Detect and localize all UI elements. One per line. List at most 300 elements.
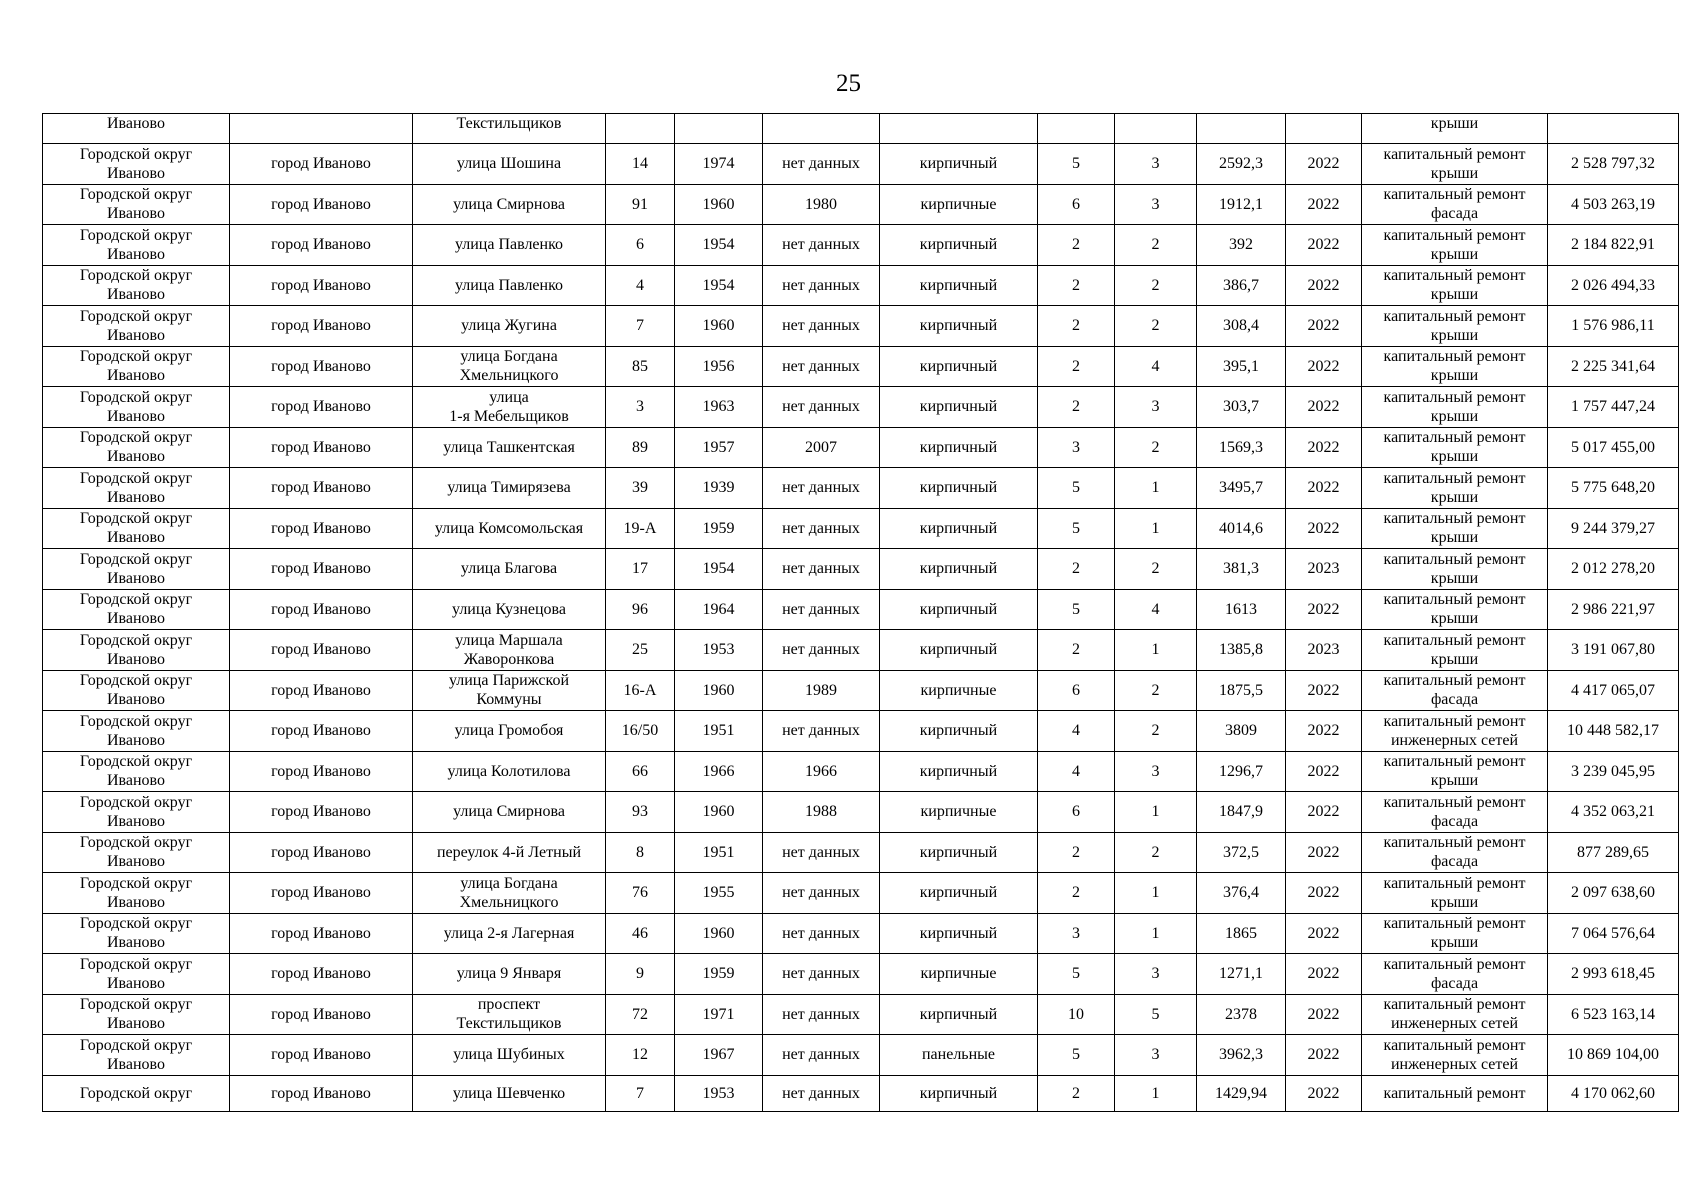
settlement-cell	[230, 114, 413, 144]
work-type-cell: капитальный ремонт крыши	[1362, 873, 1548, 914]
entrances-cell: 3	[1115, 954, 1197, 995]
house-number-cell: 46	[606, 913, 675, 954]
floors-cell: 2	[1038, 387, 1115, 428]
municipality-cell: Городской округ Иваново	[43, 549, 230, 590]
overhaul-year-cell: нет данных	[763, 711, 880, 752]
build-year-cell: 1974	[675, 144, 763, 185]
municipality-cell: Городской округ Иваново	[43, 346, 230, 387]
wall-material-cell: кирпичный	[880, 751, 1038, 792]
cost-cell: 4 352 063,21	[1548, 792, 1679, 833]
overhaul-year-cell: нет данных	[763, 306, 880, 347]
plan-year-cell: 2022	[1286, 468, 1362, 509]
settlement-cell: город Иваново	[230, 873, 413, 914]
plan-year-cell	[1286, 114, 1362, 144]
build-year-cell: 1959	[675, 954, 763, 995]
house-number-cell: 19-А	[606, 508, 675, 549]
floors-cell: 5	[1038, 144, 1115, 185]
table-body	[43, 114, 1679, 1112]
entrances-cell: 2	[1115, 549, 1197, 590]
overhaul-year-cell: нет данных	[763, 832, 880, 873]
floors-cell: 2	[1038, 832, 1115, 873]
entrances-cell: 3	[1115, 184, 1197, 225]
build-year-cell: 1954	[675, 549, 763, 590]
build-year-cell	[675, 114, 763, 144]
house-number-cell: 72	[606, 994, 675, 1035]
table-row	[43, 508, 1679, 549]
area-cell: 1385,8	[1197, 630, 1286, 671]
house-number-cell: 93	[606, 792, 675, 833]
floors-cell: 6	[1038, 792, 1115, 833]
table-row	[43, 225, 1679, 266]
street-cell: улица Шошина	[413, 144, 606, 185]
settlement-cell: город Иваново	[230, 954, 413, 995]
municipality-cell: Городской округ Иваново	[43, 670, 230, 711]
house-number-cell: 14	[606, 144, 675, 185]
overhaul-year-cell: нет данных	[763, 387, 880, 428]
work-type-cell: капитальный ремонт крыши	[1362, 630, 1548, 671]
table-row	[43, 114, 1679, 144]
municipality-cell: Городской округ Иваново	[43, 144, 230, 185]
overhaul-year-cell: 2007	[763, 427, 880, 468]
build-year-cell: 1960	[675, 670, 763, 711]
entrances-cell: 2	[1115, 306, 1197, 347]
street-cell: улица 1-я Мебельщиков	[413, 387, 606, 428]
table-row	[43, 630, 1679, 671]
wall-material-cell: панельные	[880, 1035, 1038, 1076]
work-type-cell: капитальный ремонт фасада	[1362, 832, 1548, 873]
build-year-cell: 1960	[675, 913, 763, 954]
overhaul-year-cell: нет данных	[763, 346, 880, 387]
house-number-cell: 16-А	[606, 670, 675, 711]
street-cell: улица Смирнова	[413, 792, 606, 833]
municipality-cell: Городской округ Иваново	[43, 468, 230, 509]
build-year-cell: 1967	[675, 1035, 763, 1076]
build-year-cell: 1953	[675, 630, 763, 671]
wall-material-cell: кирпичный	[880, 468, 1038, 509]
cost-cell: 2 993 618,45	[1548, 954, 1679, 995]
page-number: 25	[836, 70, 861, 97]
settlement-cell: город Иваново	[230, 387, 413, 428]
wall-material-cell: кирпичный	[880, 225, 1038, 266]
table-row	[43, 184, 1679, 225]
wall-material-cell: кирпичный	[880, 346, 1038, 387]
overhaul-year-cell: нет данных	[763, 630, 880, 671]
overhaul-year-cell: нет данных	[763, 468, 880, 509]
street-cell: улица Богдана Хмельницкого	[413, 873, 606, 914]
settlement-cell: город Иваново	[230, 468, 413, 509]
work-type-cell: капитальный ремонт крыши	[1362, 549, 1548, 590]
cost-cell: 7 064 576,64	[1548, 913, 1679, 954]
area-cell: 3809	[1197, 711, 1286, 752]
plan-year-cell: 2022	[1286, 427, 1362, 468]
table-row	[43, 427, 1679, 468]
cost-cell: 5 775 648,20	[1548, 468, 1679, 509]
floors-cell: 5	[1038, 954, 1115, 995]
entrances-cell: 2	[1115, 832, 1197, 873]
cost-cell: 10 869 104,00	[1548, 1035, 1679, 1076]
build-year-cell: 1954	[675, 225, 763, 266]
entrances-cell: 1	[1115, 792, 1197, 833]
wall-material-cell: кирпичный	[880, 994, 1038, 1035]
settlement-cell: город Иваново	[230, 306, 413, 347]
area-cell: 381,3	[1197, 549, 1286, 590]
overhaul-year-cell: 1980	[763, 184, 880, 225]
wall-material-cell: кирпичный	[880, 832, 1038, 873]
build-year-cell: 1959	[675, 508, 763, 549]
work-type-cell: капитальный ремонт инженерных сетей	[1362, 711, 1548, 752]
cost-cell: 4 417 065,07	[1548, 670, 1679, 711]
wall-material-cell: кирпичный	[880, 427, 1038, 468]
floors-cell: 2	[1038, 265, 1115, 306]
work-type-cell: капитальный ремонт крыши	[1362, 468, 1548, 509]
build-year-cell: 1966	[675, 751, 763, 792]
entrances-cell: 2	[1115, 225, 1197, 266]
municipality-cell: Городской округ Иваново	[43, 994, 230, 1035]
municipality-cell: Городской округ Иваново	[43, 225, 230, 266]
floors-cell: 2	[1038, 346, 1115, 387]
overhaul-year-cell: 1988	[763, 792, 880, 833]
street-cell: улица Жугина	[413, 306, 606, 347]
overhaul-year-cell: 1989	[763, 670, 880, 711]
settlement-cell: город Иваново	[230, 792, 413, 833]
area-cell: 392	[1197, 225, 1286, 266]
floors-cell: 5	[1038, 1035, 1115, 1076]
table-row	[43, 589, 1679, 630]
settlement-cell: город Иваново	[230, 265, 413, 306]
wall-material-cell: кирпичный	[880, 711, 1038, 752]
plan-year-cell: 2022	[1286, 711, 1362, 752]
settlement-cell: город Иваново	[230, 589, 413, 630]
cost-cell: 4 170 062,60	[1548, 1075, 1679, 1111]
entrances-cell: 2	[1115, 670, 1197, 711]
work-type-cell: капитальный ремонт крыши	[1362, 387, 1548, 428]
street-cell: улица Колотилова	[413, 751, 606, 792]
settlement-cell: город Иваново	[230, 1075, 413, 1111]
table-row	[43, 711, 1679, 752]
overhaul-year-cell: нет данных	[763, 873, 880, 914]
street-cell: проспект Текстильщиков	[413, 994, 606, 1035]
plan-year-cell: 2023	[1286, 549, 1362, 590]
plan-year-cell: 2022	[1286, 913, 1362, 954]
table-row	[43, 913, 1679, 954]
overhaul-year-cell: нет данных	[763, 1035, 880, 1076]
house-number-cell: 89	[606, 427, 675, 468]
wall-material-cell: кирпичный	[880, 265, 1038, 306]
house-number-cell: 8	[606, 832, 675, 873]
settlement-cell: город Иваново	[230, 670, 413, 711]
overhaul-year-cell: нет данных	[763, 508, 880, 549]
wall-material-cell: кирпичный	[880, 549, 1038, 590]
overhaul-year-cell	[763, 114, 880, 144]
house-number-cell: 7	[606, 1075, 675, 1111]
plan-year-cell: 2022	[1286, 670, 1362, 711]
floors-cell: 2	[1038, 549, 1115, 590]
area-cell: 1865	[1197, 913, 1286, 954]
municipality-cell: Городской округ Иваново	[43, 832, 230, 873]
overhaul-year-cell: нет данных	[763, 225, 880, 266]
street-cell: улица 9 Января	[413, 954, 606, 995]
area-cell	[1197, 114, 1286, 144]
street-cell: улица Шубиных	[413, 1035, 606, 1076]
entrances-cell: 3	[1115, 751, 1197, 792]
settlement-cell: город Иваново	[230, 549, 413, 590]
cost-cell: 3 239 045,95	[1548, 751, 1679, 792]
area-cell: 395,1	[1197, 346, 1286, 387]
street-cell: улица Тимирязева	[413, 468, 606, 509]
floors-cell: 4	[1038, 751, 1115, 792]
wall-material-cell: кирпичный	[880, 873, 1038, 914]
entrances-cell: 2	[1115, 711, 1197, 752]
floors-cell: 5	[1038, 508, 1115, 549]
area-cell: 1296,7	[1197, 751, 1286, 792]
table-row	[43, 792, 1679, 833]
settlement-cell: город Иваново	[230, 346, 413, 387]
area-cell: 376,4	[1197, 873, 1286, 914]
wall-material-cell: кирпичные	[880, 670, 1038, 711]
entrances-cell: 1	[1115, 873, 1197, 914]
overhaul-year-cell: нет данных	[763, 1075, 880, 1111]
cost-cell	[1548, 114, 1679, 144]
municipality-cell: Городской округ Иваново	[43, 265, 230, 306]
floors-cell: 2	[1038, 225, 1115, 266]
floors-cell: 3	[1038, 913, 1115, 954]
municipality-cell: Городской округ Иваново	[43, 508, 230, 549]
work-type-cell: капитальный ремонт крыши	[1362, 508, 1548, 549]
house-number-cell: 39	[606, 468, 675, 509]
build-year-cell: 1960	[675, 184, 763, 225]
house-number-cell: 25	[606, 630, 675, 671]
area-cell: 3962,3	[1197, 1035, 1286, 1076]
wall-material-cell: кирпичный	[880, 589, 1038, 630]
build-year-cell: 1971	[675, 994, 763, 1035]
area-cell: 1875,5	[1197, 670, 1286, 711]
municipality-cell: Городской округ Иваново	[43, 1035, 230, 1076]
build-year-cell: 1953	[675, 1075, 763, 1111]
build-year-cell: 1957	[675, 427, 763, 468]
cost-cell: 2 012 278,20	[1548, 549, 1679, 590]
cost-cell: 6 523 163,14	[1548, 994, 1679, 1035]
table-row	[43, 751, 1679, 792]
settlement-cell: город Иваново	[230, 751, 413, 792]
overhaul-year-cell: нет данных	[763, 265, 880, 306]
entrances-cell: 3	[1115, 387, 1197, 428]
plan-year-cell: 2022	[1286, 832, 1362, 873]
floors-cell: 5	[1038, 468, 1115, 509]
overhaul-year-cell: нет данных	[763, 549, 880, 590]
area-cell: 2378	[1197, 994, 1286, 1035]
area-cell: 1271,1	[1197, 954, 1286, 995]
settlement-cell: город Иваново	[230, 832, 413, 873]
area-cell: 4014,6	[1197, 508, 1286, 549]
entrances-cell: 4	[1115, 589, 1197, 630]
street-cell: улица Смирнова	[413, 184, 606, 225]
house-number-cell	[606, 114, 675, 144]
cost-cell: 9 244 379,27	[1548, 508, 1679, 549]
house-number-cell: 85	[606, 346, 675, 387]
street-cell: улица 2-я Лагерная	[413, 913, 606, 954]
build-year-cell: 1964	[675, 589, 763, 630]
table-row	[43, 549, 1679, 590]
work-type-cell: крыши	[1362, 114, 1548, 144]
plan-year-cell: 2022	[1286, 144, 1362, 185]
plan-year-cell: 2022	[1286, 508, 1362, 549]
floors-cell: 6	[1038, 184, 1115, 225]
cost-cell: 2 225 341,64	[1548, 346, 1679, 387]
entrances-cell: 1	[1115, 913, 1197, 954]
plan-year-cell: 2022	[1286, 954, 1362, 995]
area-cell: 1847,9	[1197, 792, 1286, 833]
municipality-cell: Городской округ Иваново	[43, 630, 230, 671]
work-type-cell: капитальный ремонт крыши	[1362, 913, 1548, 954]
work-type-cell: капитальный ремонт крыши	[1362, 144, 1548, 185]
work-type-cell: капитальный ремонт фасада	[1362, 954, 1548, 995]
overhaul-year-cell: нет данных	[763, 589, 880, 630]
cost-cell: 10 448 582,17	[1548, 711, 1679, 752]
plan-year-cell: 2022	[1286, 225, 1362, 266]
work-type-cell: капитальный ремонт крыши	[1362, 306, 1548, 347]
cost-cell: 2 026 494,33	[1548, 265, 1679, 306]
floors-cell: 5	[1038, 589, 1115, 630]
entrances-cell: 1	[1115, 508, 1197, 549]
work-type-cell: капитальный ремонт крыши	[1362, 346, 1548, 387]
table-row	[43, 387, 1679, 428]
entrances-cell: 5	[1115, 994, 1197, 1035]
municipality-cell: Городской округ Иваново	[43, 954, 230, 995]
table-row	[43, 1035, 1679, 1076]
build-year-cell: 1951	[675, 832, 763, 873]
settlement-cell: город Иваново	[230, 913, 413, 954]
work-type-cell: капитальный ремонт крыши	[1362, 225, 1548, 266]
table-row	[43, 1075, 1679, 1111]
table-row	[43, 994, 1679, 1035]
wall-material-cell: кирпичный	[880, 508, 1038, 549]
wall-material-cell: кирпичный	[880, 1075, 1038, 1111]
area-cell: 1613	[1197, 589, 1286, 630]
street-cell: улица Ташкентская	[413, 427, 606, 468]
plan-year-cell: 2022	[1286, 1075, 1362, 1111]
wall-material-cell: кирпичный	[880, 913, 1038, 954]
area-cell: 1912,1	[1197, 184, 1286, 225]
floors-cell: 10	[1038, 994, 1115, 1035]
municipality-cell: Иваново	[43, 114, 230, 144]
plan-year-cell: 2022	[1286, 792, 1362, 833]
work-type-cell: капитальный ремонт	[1362, 1075, 1548, 1111]
entrances-cell: 2	[1115, 265, 1197, 306]
build-year-cell: 1939	[675, 468, 763, 509]
area-cell: 372,5	[1197, 832, 1286, 873]
house-number-cell: 6	[606, 225, 675, 266]
floors-cell: 2	[1038, 630, 1115, 671]
plan-year-cell: 2022	[1286, 751, 1362, 792]
floors-cell: 4	[1038, 711, 1115, 752]
house-number-cell: 9	[606, 954, 675, 995]
house-number-cell: 7	[606, 306, 675, 347]
work-type-cell: капитальный ремонт крыши	[1362, 589, 1548, 630]
build-year-cell: 1960	[675, 792, 763, 833]
area-cell: 2592,3	[1197, 144, 1286, 185]
build-year-cell: 1963	[675, 387, 763, 428]
plan-year-cell: 2022	[1286, 387, 1362, 428]
wall-material-cell: кирпичные	[880, 792, 1038, 833]
overhaul-year-cell: нет данных	[763, 954, 880, 995]
cost-cell: 2 528 797,32	[1548, 144, 1679, 185]
municipality-cell: Городской округ Иваново	[43, 427, 230, 468]
municipality-cell: Городской округ	[43, 1075, 230, 1111]
plan-year-cell: 2022	[1286, 306, 1362, 347]
table-row	[43, 265, 1679, 306]
settlement-cell: город Иваново	[230, 1035, 413, 1076]
entrances-cell: 2	[1115, 427, 1197, 468]
wall-material-cell: кирпичный	[880, 387, 1038, 428]
build-year-cell: 1954	[675, 265, 763, 306]
build-year-cell: 1951	[675, 711, 763, 752]
municipality-cell: Городской округ Иваново	[43, 751, 230, 792]
overhaul-year-cell: нет данных	[763, 144, 880, 185]
settlement-cell: город Иваново	[230, 225, 413, 266]
street-cell: улица Павленко	[413, 265, 606, 306]
plan-year-cell: 2022	[1286, 184, 1362, 225]
entrances-cell: 3	[1115, 144, 1197, 185]
floors-cell: 6	[1038, 670, 1115, 711]
table-row	[43, 306, 1679, 347]
street-cell: Текстильщиков	[413, 114, 606, 144]
settlement-cell: город Иваново	[230, 144, 413, 185]
house-number-cell: 16/50	[606, 711, 675, 752]
cost-cell: 3 191 067,80	[1548, 630, 1679, 671]
municipality-cell: Городской округ Иваново	[43, 306, 230, 347]
house-number-cell: 4	[606, 265, 675, 306]
floors-cell: 2	[1038, 306, 1115, 347]
work-type-cell: капитальный ремонт фасада	[1362, 792, 1548, 833]
table-row	[43, 954, 1679, 995]
build-year-cell: 1960	[675, 306, 763, 347]
house-number-cell: 3	[606, 387, 675, 428]
work-type-cell: капитальный ремонт фасада	[1362, 184, 1548, 225]
settlement-cell: город Иваново	[230, 630, 413, 671]
wall-material-cell: кирпичные	[880, 184, 1038, 225]
house-number-cell: 66	[606, 751, 675, 792]
settlement-cell: город Иваново	[230, 184, 413, 225]
table-row	[43, 144, 1679, 185]
floors-cell	[1038, 114, 1115, 144]
entrances-cell: 1	[1115, 468, 1197, 509]
area-cell: 303,7	[1197, 387, 1286, 428]
work-type-cell: капитальный ремонт фасада	[1362, 670, 1548, 711]
cost-cell: 5 017 455,00	[1548, 427, 1679, 468]
work-type-cell: капитальный ремонт крыши	[1362, 265, 1548, 306]
cost-cell: 1 576 986,11	[1548, 306, 1679, 347]
municipality-cell: Городской округ Иваново	[43, 711, 230, 752]
wall-material-cell	[880, 114, 1038, 144]
table-row	[43, 468, 1679, 509]
house-number-cell: 96	[606, 589, 675, 630]
street-cell: улица Кузнецова	[413, 589, 606, 630]
plan-year-cell: 2022	[1286, 346, 1362, 387]
floors-cell: 3	[1038, 427, 1115, 468]
area-cell: 1429,94	[1197, 1075, 1286, 1111]
settlement-cell: город Иваново	[230, 427, 413, 468]
cost-cell: 4 503 263,19	[1548, 184, 1679, 225]
plan-year-cell: 2022	[1286, 994, 1362, 1035]
plan-year-cell: 2023	[1286, 630, 1362, 671]
overhaul-year-cell: нет данных	[763, 913, 880, 954]
plan-year-cell: 2022	[1286, 265, 1362, 306]
settlement-cell: город Иваново	[230, 508, 413, 549]
build-year-cell: 1955	[675, 873, 763, 914]
wall-material-cell: кирпичный	[880, 144, 1038, 185]
work-type-cell: капитальный ремонт крыши	[1362, 427, 1548, 468]
table-row	[43, 832, 1679, 873]
